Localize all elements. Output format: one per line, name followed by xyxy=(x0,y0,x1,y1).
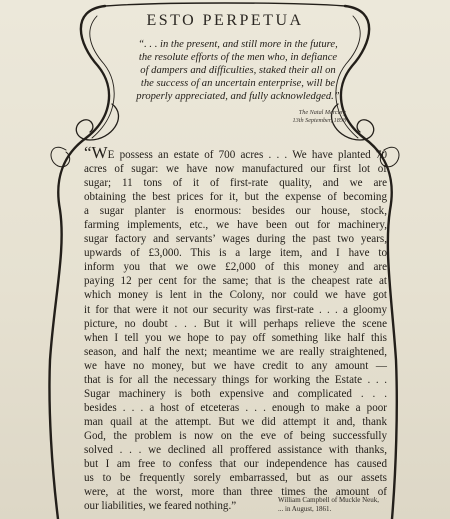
body-line: but I am free to confess that our independence has caused xyxy=(84,458,387,471)
body-line: a sugar planter is enormous: besides our house, stock, xyxy=(84,205,387,218)
body-line: sugar; 11 tons of it of first-rate quality, and we are xyxy=(84,177,387,190)
body-line: acres of sugar: we have now manufactured our first lot of xyxy=(84,163,387,176)
body-line: God, the problem is now on the eve of being successfully xyxy=(84,429,387,442)
body-line: solved . . . we declined all proffered assistance with thanks, xyxy=(84,443,387,456)
source-date: 13th September, 1858 xyxy=(292,117,346,124)
body-line: paying 12 per cent for the same; that is the cheapest rate at xyxy=(84,275,387,288)
quote-source xyxy=(293,109,346,125)
body-first-line-text: E possess an estate of 700 acres . . . We have planted 70 xyxy=(107,149,387,161)
body-line: inform you that we owe £2,000 of this money and are xyxy=(84,261,387,274)
body-line: season, and half the next; meantime we are really straightened, xyxy=(84,345,387,358)
body-line: man quail at the attempt. But we did attempt it and, thank xyxy=(84,415,387,428)
body-line: picture, no doubt . . . But it will perhaps relieve the scene xyxy=(84,317,387,330)
signature-date: ... in August, 1861. xyxy=(278,504,332,513)
intro-quote-line: properly appreciated, and fully acknowledged.” xyxy=(136,91,340,103)
intro-quote-line: the resolute efforts of the men who, in defiance xyxy=(138,52,338,64)
body-line: besides . . . a host of etceteras . . . enough to make a poor xyxy=(84,401,387,414)
body-line: farming implements, etc., we have been out for machinery, xyxy=(84,219,387,232)
body-line: that is for all the necessary things for working the Estate . . . xyxy=(84,373,387,386)
body-line: when I tell you we hope to pay off something like half this xyxy=(84,331,387,344)
letter-body xyxy=(84,143,387,513)
intro-quote-line: of dampers and difficulties, staked their all on xyxy=(140,65,336,77)
body-line xyxy=(84,143,387,162)
source-publication: The Natal Mercury xyxy=(298,109,346,116)
body-line: we have no money, but we have credit to any amount — xyxy=(84,359,387,372)
signature-name: William Campbell of Muckle Neuk, xyxy=(278,496,380,504)
intro-quote xyxy=(118,38,358,103)
body-line: Sugar machinery is both expensive and complicated . . . xyxy=(84,387,387,400)
body-line: us to be frequently sorely embarrassed, but as our assets xyxy=(84,472,387,485)
body-line: were, at the worst, more than three times the amount of xyxy=(84,486,387,499)
drop-cap: “W xyxy=(84,143,108,162)
body-line: upwards of £3,000. This is a large item, and I have to xyxy=(84,247,387,260)
page-title: ESTO PERPETUA xyxy=(146,12,304,29)
body-line: it for that were it not our security was first-rate . . . a gloomy xyxy=(84,303,387,316)
signature xyxy=(278,496,379,513)
body-line: sugar factory and servants’ wages during the past two years, xyxy=(84,233,387,246)
intro-quote-line: “. . . in the present, and still more in the future, xyxy=(138,39,338,50)
body-line: obtaining the best prices for it, but the expense of becoming xyxy=(84,191,387,204)
intro-quote-line: the success of an uncertain enterprise, will be xyxy=(140,78,336,90)
body-line: our liabilities, we feared nothing.” xyxy=(84,500,237,513)
body-line: which money is lent in the Colony, nor could we have got xyxy=(84,289,387,302)
